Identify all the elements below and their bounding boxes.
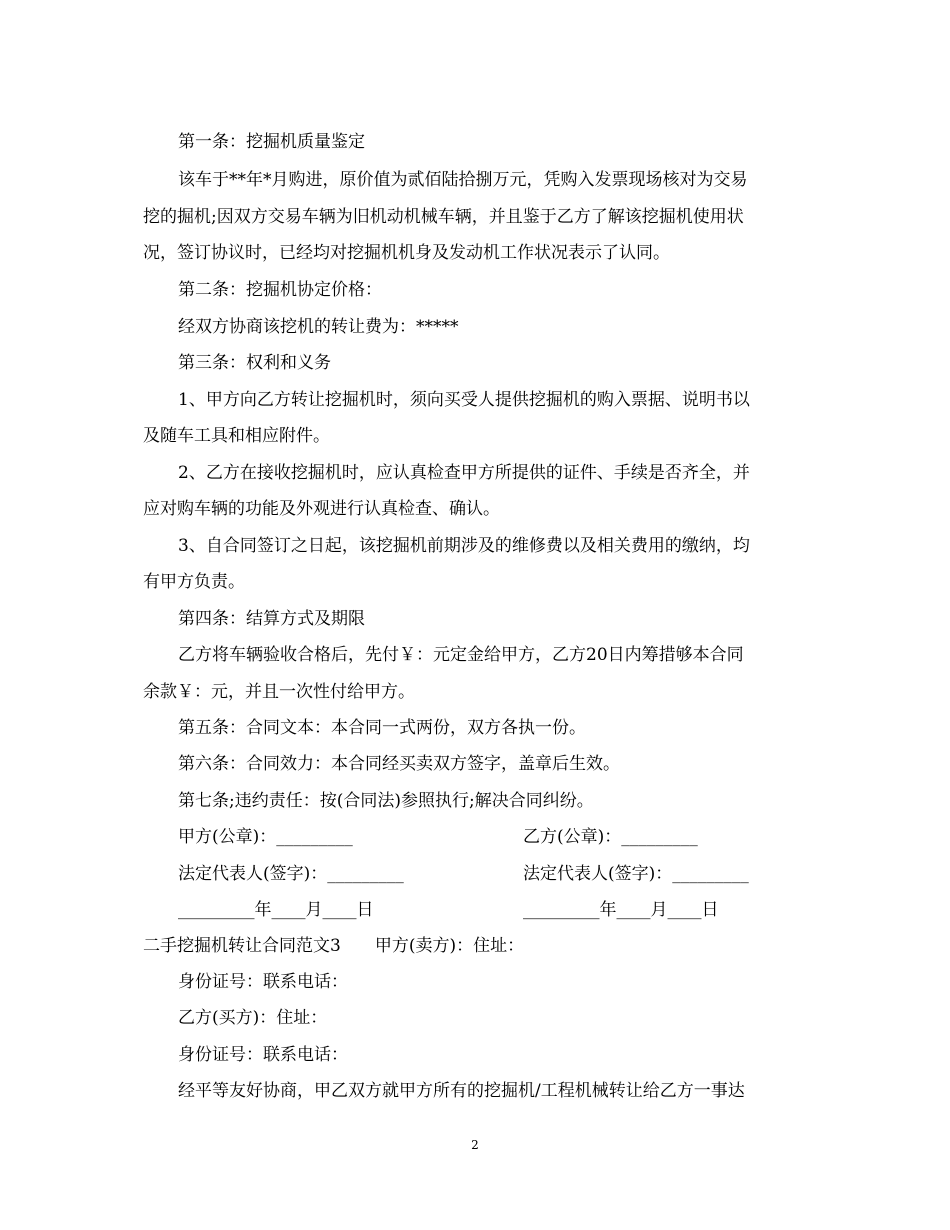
article-3-item: 应对购车辆的功能及外观进行认真检查、确认。	[143, 499, 500, 519]
article-3-item: 1、甲方向乙方转让挖掘机时，须向买受人提供挖掘机的购入票据、说明书以	[178, 390, 750, 410]
party-b-seal: 乙方(公章)：_________	[523, 827, 698, 847]
article-2-title: 第二条：挖掘机协定价格：	[178, 280, 382, 300]
party-a-seal: 甲方(公章)：_________	[178, 827, 353, 847]
article-4-title: 第四条：结算方式及期限	[178, 609, 365, 629]
contract-3-heading: 二手挖掘机转让合同范文3 甲方(卖方)：住址：	[143, 936, 525, 956]
page-number: 2	[471, 1138, 479, 1152]
article-1-paragraph: 该车于**年*月购进，原价值为贰佰陆拾捌万元，凭购入发票现场核对为交易	[178, 170, 748, 190]
contract-3-intro: 经平等友好协商，甲乙双方就甲方所有的挖掘机/工程机械转让给乙方一事达	[178, 1081, 745, 1101]
article-3-item: 有甲方负责。	[143, 572, 245, 592]
article-3-title: 第三条：权利和义务	[178, 353, 331, 373]
article-1-title: 第一条：挖掘机质量鉴定	[178, 132, 365, 152]
signature-row-date	[0, 898, 950, 922]
signature-row-seal	[0, 825, 950, 849]
article-7: 第七条;违约责任：按(合同法)参照执行;解决合同纠纷。	[178, 791, 594, 811]
article-5: 第五条：合同文本：本合同一式两份，双方各执一份。	[178, 718, 586, 738]
party-b-representative: 法定代表人(签字)：_________	[523, 864, 749, 884]
party-a-representative: 法定代表人(签字)：_________	[178, 864, 404, 884]
id-number-line: 身份证号：联系电话：	[178, 972, 348, 992]
article-1-paragraph: 况，签订协议时，已经均对挖掘机机身及发动机工作状况表示了认同。	[143, 243, 670, 263]
article-2-paragraph: 经双方协商该挖机的转让费为：*****	[178, 317, 459, 337]
party-b-line: 乙方(买方)：住址：	[178, 1008, 328, 1028]
article-4-paragraph: 余款￥：元，并且一次性付给甲方。	[143, 682, 415, 702]
article-3-item: 及随车工具和相应附件。	[143, 426, 330, 446]
article-6: 第六条：合同效力：本合同经买卖双方签字，盖章后生效。	[178, 754, 620, 774]
article-3-item: 2、乙方在接收挖掘机时，应认真检查甲方所提供的证件、手续是否齐全，并	[178, 463, 750, 483]
party-b-date: _________年____月____日	[523, 900, 719, 920]
signature-row-representative	[0, 862, 950, 886]
article-1-paragraph: 挖的掘机;因双方交易车辆为旧机动机械车辆，并且鉴于乙方了解该挖掘机使用状	[143, 207, 744, 227]
party-a-date: _________年____月____日	[178, 900, 374, 920]
article-4-paragraph: 乙方将车辆验收合格后，先付￥：元定金给甲方，乙方20日内筹措够本合同	[178, 645, 744, 665]
id-number-line: 身份证号：联系电话：	[178, 1045, 348, 1065]
article-3-item: 3、自合同签订之日起，该挖掘机前期涉及的维修费以及相关费用的缴纳，均	[178, 536, 750, 556]
